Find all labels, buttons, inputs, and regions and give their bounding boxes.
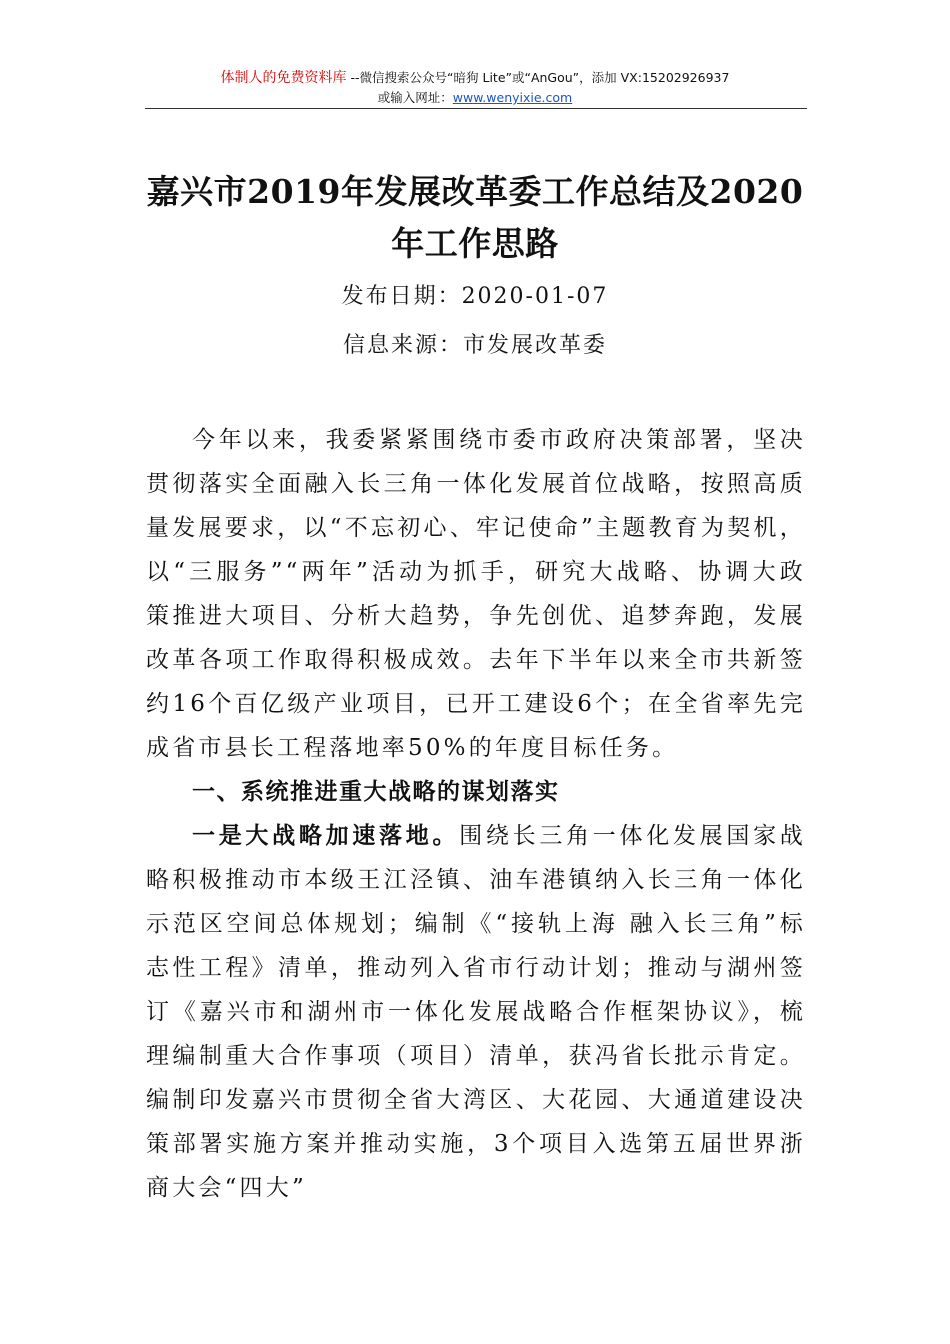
paragraph-text: 围绕长三角一体化发展国家战略积极推动市本级王江泾镇、油车港镇纳入长三角一体化示范区空间总体规划；编制《“接轨上海 融入长三角”标志性工程》清单，推动列入省市行动计划；推动与湖州签订《嘉兴市和湖州市一体化发展战略合作框架协议》，梳理编制重大合作事项（项目）清单，获冯省长批示肯定。编制印发嘉兴市贯彻全省大湾区、大花园、大通道建设决策部署实施方案并推动实施，3个项目入选第五届世界浙商大会“四大” [146,823,807,1201]
document-body [146,418,806,1210]
header-url-link[interactable]: www.wenyixie.com [452,90,573,105]
header-divider [145,108,807,109]
page-header [145,68,805,108]
body-paragraph [146,814,806,1210]
paragraph-lead: 一是大战略加速落地。 [192,822,460,849]
header-promo: --微信搜索公众号“暗狗 Lite”或“AnGou”，添加 VX:15202926937 [346,70,730,85]
section-heading: 一、系统推进重大战略的谋划落实 [192,779,560,805]
publish-date: 发布日期：2020-01-07 [341,284,609,309]
header-brand: 体制人的免费资料库 [220,70,347,86]
document-title: 嘉兴市2019年发展改革委工作总结及2020年工作思路 [146,172,804,263]
intro-paragraph: 今年以来，我委紧紧围绕市委市政府决策部署，坚决贯彻落实全面融入长三角一体化发展首位战略，按照高质量发展要求，以“不忘初心、牢记使命”主题教育为契机，以“三服务”“两年”活动为抓手，研究大战略、协调大政策推进大项目、分析大趋势，争先创优、追梦奔跑，发展改革各项工作取得积极成效。去年下半年以来全市共新签约16个百亿级产业项目，已开工建设6个；在全省率先完成省市县长工程落地率50%的年度目标任务。 [146,427,806,761]
header-url-prefix: 或输入网址： [377,90,453,105]
info-source: 信息来源：市发展改革委 [342,333,607,358]
